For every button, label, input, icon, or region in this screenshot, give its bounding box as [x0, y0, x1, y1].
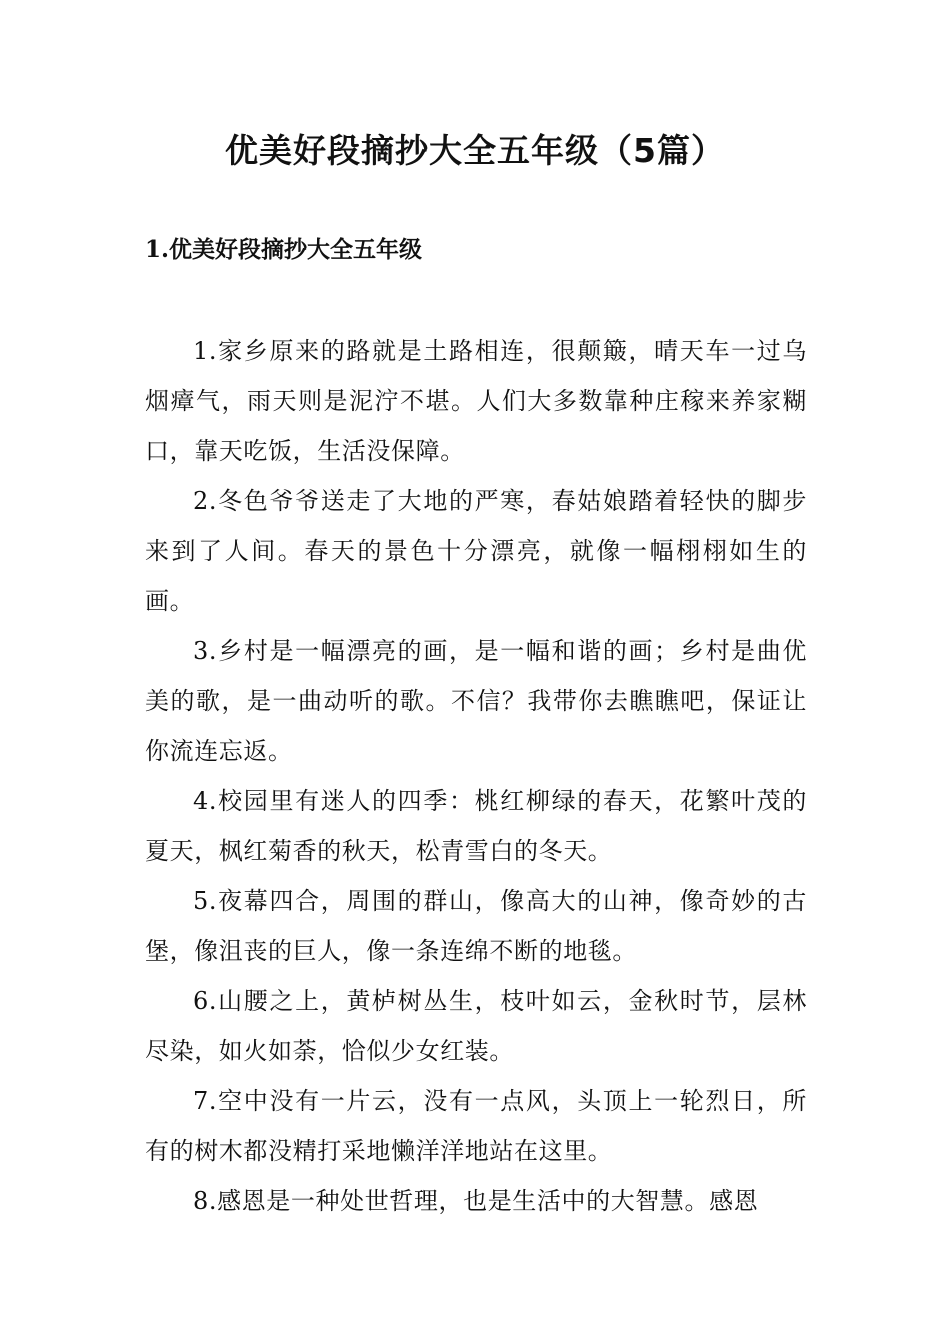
- paragraph-7: 7.空中没有一片云，没有一点风，头顶上一轮烈日，所有的树木都没精打采地懒洋洋地站在这里。: [145, 1087, 807, 1165]
- paragraph-6: 6.山腰之上，黄栌树丛生，枝叶如云，金秋时节，层林尽染，如火如荼，恰似少女红装。: [145, 987, 807, 1065]
- document-body: [145, 326, 807, 1226]
- paragraph-5: 5.夜幕四合，周围的群山，像高大的山神，像奇妙的古堡，像沮丧的巨人，像一条连绵不断的地毯。: [145, 887, 807, 965]
- paragraph-1: 1.家乡原来的路就是土路相连，很颠簸，晴天车一过乌烟瘴气，雨天则是泥泞不堪。人们大多数靠种庄稼来养家糊口，靠天吃饭，生活没保障。: [145, 337, 807, 465]
- section-heading: 1.优美好段摘抄大全五年级: [145, 236, 423, 263]
- paragraph-4: 4.校园里有迷人的四季：桃红柳绿的春天，花繁叶茂的夏天，枫红菊香的秋天，松青雪白的冬天。: [145, 787, 807, 865]
- paragraph-8: 8.感恩是一种处世哲理，也是生活中的大智慧。感恩: [193, 1187, 759, 1215]
- paragraph-3: 3.乡村是一幅漂亮的画，是一幅和谐的画；乡村是曲优美的歌，是一曲动听的歌。不信？我带你去瞧瞧吧，保证让你流连忘返。: [145, 637, 807, 765]
- document-title: 优美好段摘抄大全五年级（5篇）: [225, 131, 725, 170]
- paragraph-2: 2.冬色爷爷送走了大地的严寒，春姑娘踏着轻快的脚步来到了人间。春天的景色十分漂亮，就像一幅栩栩如生的画。: [145, 487, 807, 615]
